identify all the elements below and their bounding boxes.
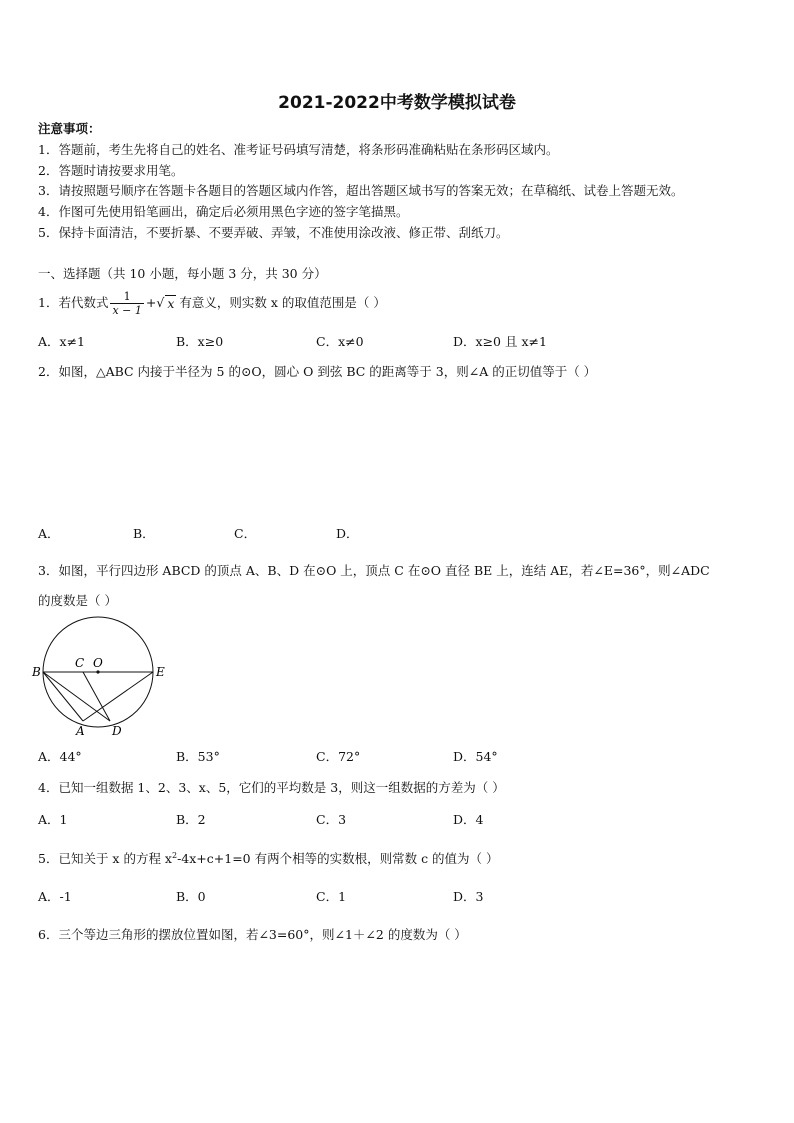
q4-option-b: B．2 bbox=[176, 812, 206, 827]
q1-sqrt-body: x bbox=[167, 295, 175, 311]
q2-option-d: D． bbox=[336, 526, 359, 541]
section-heading: 一、选择题（共 10 小题，每小题 3 分，共 30 分） bbox=[38, 266, 327, 281]
q5-option-d: D．3 bbox=[453, 889, 484, 904]
note-item: 2．答题时请按要求用笔。 bbox=[38, 163, 184, 178]
q3-label-d: D bbox=[112, 724, 122, 738]
q3-label-o: O bbox=[93, 656, 103, 670]
q5-exponent: 2 bbox=[171, 851, 178, 860]
q3-option-d: D．54° bbox=[453, 749, 498, 764]
q5-suffix: -4x+c+1=0 有两个相等的实数根，则常数 c 的值为（ ） bbox=[177, 851, 499, 867]
q1-option-d: D．x≥0 且 x≠1 bbox=[453, 334, 547, 349]
question-1 bbox=[38, 286, 386, 320]
q4-option-d: D．4 bbox=[453, 812, 484, 827]
q5-prefix: 5．已知关于 x 的方程 x bbox=[38, 851, 172, 867]
question-6: 6．三个等边三角形的摆放位置如图，若∠3=60°，则∠1＋∠2 的度数为（ ） bbox=[38, 927, 467, 942]
question-3-line-2: 的度数是（ ） bbox=[38, 593, 117, 608]
q3-label-b: B bbox=[32, 665, 41, 679]
question-2: 2．如图，△ABC 内接于半径为 5 的⊙O，圆心 O 到弦 BC 的距离等于 3，则∠A 的正切值等于（ ） bbox=[38, 364, 597, 379]
q5-option-b: B．0 bbox=[176, 889, 206, 904]
q3-segment-dc bbox=[83, 672, 110, 721]
q3-circle-figure bbox=[30, 615, 170, 740]
q2-option-a: A． bbox=[38, 526, 60, 541]
note-item: 1．答题前，考生先将自己的姓名、准考证号码填写清楚，将条形码准确粘贴在条形码区域内。 bbox=[38, 142, 559, 157]
q3-option-b: B．53° bbox=[176, 749, 220, 764]
note-item: 3．请按照题号顺序在答题卡各题目的答题区域内作答，超出答题区域书写的答案无效；在草稿纸、试卷上答题无效。 bbox=[38, 183, 684, 198]
q3-label-a: A bbox=[76, 724, 85, 738]
q1-option-a: A．x≠1 bbox=[38, 334, 86, 349]
q5-option-c: C．1 bbox=[316, 889, 347, 904]
q1-suffix: 有意义，则实数 x 的取值范围是（ ） bbox=[179, 295, 386, 310]
note-item: 5．保持卡面清洁，不要折暴、不要弄破、弄皱，不准使用涂改液、修正带、刮纸刀。 bbox=[38, 225, 509, 240]
question-3-line-1: 3．如图，平行四边形 ABCD 的顶点 A、B、D 在⊙O 上，顶点 C 在⊙O 直径 BE 上，连结 AE，若∠E=36°，则∠ADC bbox=[38, 563, 710, 578]
q4-option-c: C．3 bbox=[316, 812, 347, 827]
question-4: 4．已知一组数据 1、2、3、x、5，它们的平均数是 3，则这一组数据的方差为（ ） bbox=[38, 780, 505, 795]
question-5 bbox=[38, 848, 499, 867]
q3-center-point bbox=[96, 670, 99, 673]
q1-sqrt-sign: √ bbox=[156, 295, 165, 310]
q1-plus: + bbox=[145, 295, 157, 310]
q3-label-e: E bbox=[156, 665, 165, 679]
q1-option-b: B．x≥0 bbox=[176, 334, 224, 349]
q1-prefix: 1．若代数式 bbox=[38, 295, 109, 310]
q3-option-a: A．44° bbox=[38, 749, 82, 764]
notes-heading: 注意事项： bbox=[38, 121, 101, 136]
q1-fraction-numerator: 1 bbox=[110, 290, 143, 304]
page-title: 2021-2022中考数学模拟试卷 bbox=[278, 93, 516, 113]
q3-segment-ae bbox=[83, 672, 153, 721]
q1-fraction bbox=[110, 290, 143, 317]
q2-option-c: C． bbox=[234, 526, 257, 541]
q1-option-c: C．x≠0 bbox=[316, 334, 364, 349]
q4-option-a: A．1 bbox=[38, 812, 68, 827]
q3-label-c: C bbox=[75, 656, 85, 670]
q1-fraction-denominator: x − 1 bbox=[112, 303, 142, 317]
q3-option-c: C．72° bbox=[316, 749, 361, 764]
q2-option-b: B． bbox=[133, 526, 155, 541]
note-item: 4．作图可先使用铅笔画出，确定后必须用黑色字迹的签字笔描黑。 bbox=[38, 204, 409, 219]
q5-option-a: A．-1 bbox=[38, 889, 72, 904]
